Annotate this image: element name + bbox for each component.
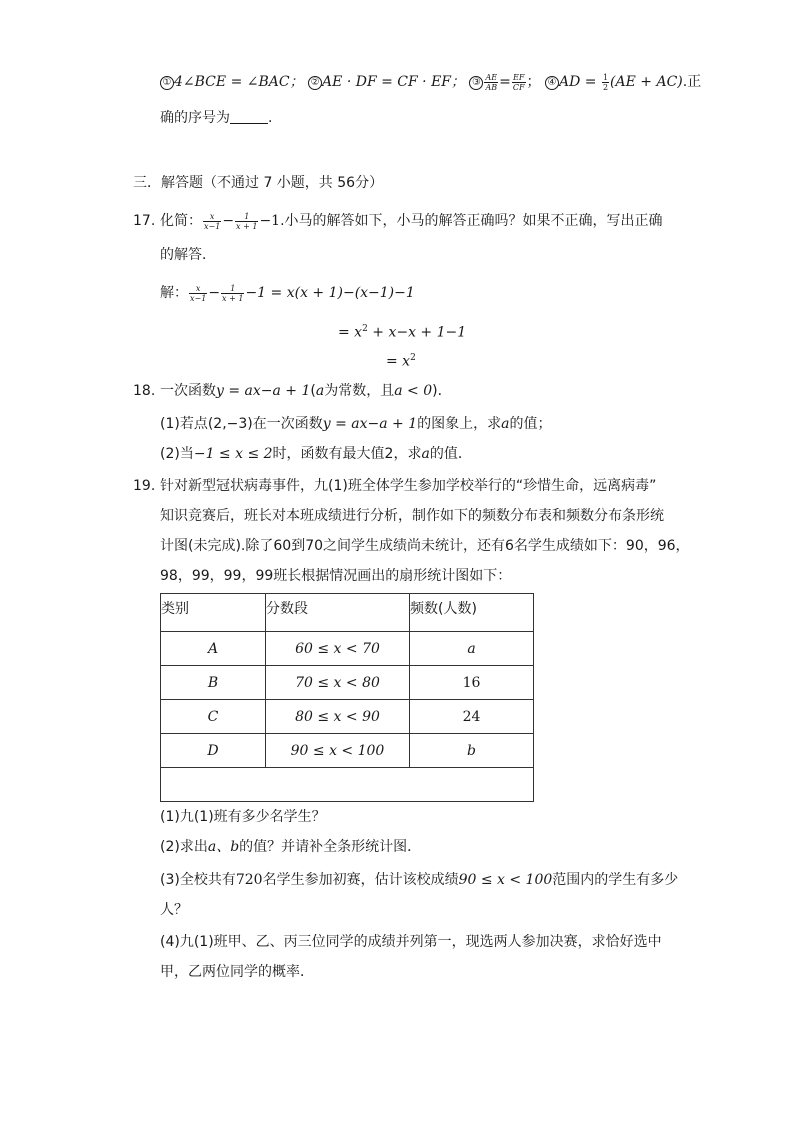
text: 的图象上，求 — [417, 416, 502, 432]
q19-line-2: 知识竞赛后，班长对本班成绩进行分析，制作如下的频数分布表和频数分布条形统 — [160, 508, 664, 524]
table-row — [161, 632, 534, 666]
answer-period: . — [268, 110, 273, 126]
table-cell: a — [410, 632, 534, 666]
q19-line-4: 98，99，99，99班长根据情况画出的扇形统计图如下： — [160, 568, 512, 584]
table-row — [161, 666, 534, 700]
text: 名学生参加初赛，估计该校成绩 — [262, 872, 459, 888]
header-frequency: 频数(人数) — [410, 594, 534, 632]
equation: y = ax−a + 1 — [322, 416, 418, 432]
table-row — [161, 734, 534, 768]
prev-options-line — [160, 72, 701, 92]
variable: a — [421, 446, 430, 462]
circled-number-3: ③ — [469, 76, 483, 90]
text: (2)当 — [160, 446, 194, 462]
text: 为常数，且 — [324, 383, 395, 399]
superscript: 2 — [410, 353, 416, 363]
option-4-text-c: .正 — [682, 74, 702, 90]
solution-label: 解： — [160, 285, 188, 301]
table-cell: D — [161, 734, 266, 768]
separator: ； — [526, 74, 541, 90]
text: 一次函数 — [160, 383, 216, 399]
frequency-table — [160, 593, 534, 802]
solution-fraction-2: $\frac{1}{x + 1}$ — [222, 283, 244, 303]
q18-part-2 — [160, 444, 472, 464]
q17-question-text: .小马的解答如下，小马的解答正确吗？如果不正确，写出正确 — [280, 213, 663, 229]
q19-sub-3-line-2: 人？ — [160, 902, 188, 918]
table-row — [161, 700, 534, 734]
table-cell: 60 ≤ x < 70 — [266, 632, 410, 666]
text: )． — [432, 383, 452, 399]
text: 范围内的学生有多少 — [552, 872, 679, 888]
fraction-ef-cf: $\frac{EF}{CF}$ — [512, 72, 525, 92]
option-4-text-a: AD = — [558, 74, 597, 90]
header-category: 类别 — [161, 594, 266, 632]
q19-sub-1: (1)九(1)班有多少名学生？ — [160, 809, 326, 825]
fraction-one-half: $\frac{1}{2}$ — [602, 72, 609, 92]
section-title: 三．解答题（不通过 7 小题，共 56分） — [133, 175, 384, 191]
header-score-range: 分数段 — [266, 594, 410, 632]
text: (1)若点(2,−3)在一次函数 — [160, 416, 323, 432]
minus-sign: − — [222, 213, 235, 229]
q17-solution-line-2 — [338, 319, 466, 343]
q17-solution-line-3 — [386, 348, 416, 372]
solution-expression-1: −1 = x(x + 1)−(x−1)−1 — [245, 285, 415, 301]
fraction-x-over-x-minus-1: $\frac{x}{x-1}$ — [204, 211, 221, 231]
condition: a < 0 — [394, 383, 433, 399]
table-cell: 16 — [410, 666, 534, 700]
fraction-1-over-x-plus-1: $\frac{1}{x + 1}$ — [236, 211, 258, 231]
equation: y = ax−a + 1 — [216, 383, 311, 399]
range: 90 ≤ x < 100 — [458, 872, 553, 888]
table-cell: 24 — [410, 700, 534, 734]
q17-prefix: 化简： — [160, 213, 202, 229]
answer-prompt: 确的序号为 — [160, 110, 230, 126]
equals-sign: = — [499, 74, 511, 90]
q18-part-1 — [160, 414, 552, 434]
minus-sign: − — [208, 285, 221, 301]
q18-number: 18. — [133, 383, 156, 399]
q19-sub-4: (4)九(1)班甲、乙、丙三位同学的成绩并列第一，现选两人参加决赛，求恰好选中 — [160, 934, 662, 950]
q17-solution-line-1 — [160, 283, 415, 303]
q19-sub-3 — [160, 870, 678, 890]
variable: a — [501, 416, 510, 432]
text: 的值； — [509, 416, 552, 432]
variable: a — [315, 383, 325, 399]
table-cell: 80 ≤ x < 90 — [266, 700, 410, 734]
table-cell: 90 ≤ x < 100 — [266, 734, 410, 768]
q17-line-2: 的解答． — [160, 247, 216, 263]
q18-line-1 — [160, 381, 452, 401]
table-empty-cell — [161, 768, 534, 802]
table-cell: b — [410, 734, 534, 768]
table-cell: C — [161, 700, 266, 734]
minus-one: −1 — [259, 213, 281, 229]
text: (2)求出 — [160, 839, 208, 855]
table-cell: A — [161, 632, 266, 666]
fraction-ae-ab: $\frac{AE}{AB}$ — [485, 72, 498, 92]
text: 的值？并请补全条形统计图． — [239, 839, 422, 855]
circled-number-2: ② — [308, 76, 322, 90]
circled-number-1: ① — [160, 76, 174, 90]
table-cell: B — [161, 666, 266, 700]
q19-line-1: 针对新型冠状病毒事件，九(1)班全体学生参加学校举行的“珍惜生命，远离病毒” — [160, 478, 657, 494]
table-header-row — [161, 594, 534, 632]
q19-sub-2 — [160, 837, 421, 857]
option-4-text-b: (AE + AC) — [610, 74, 683, 90]
variables: a、b — [207, 839, 240, 855]
text: 的值． — [429, 446, 472, 462]
option-2-text: AE · DF = CF · EF； — [322, 74, 466, 90]
q19-sub-4-line-2: 甲，乙两位同学的概率． — [160, 964, 314, 980]
prev-answer-line — [160, 108, 272, 128]
table-cell: 70 ≤ x < 80 — [266, 666, 410, 700]
solution-fraction-1: $\frac{x}{x-1}$ — [190, 283, 207, 303]
superscript: 2 — [362, 324, 368, 334]
number: 720 — [235, 872, 263, 888]
q19-line-3: 计图(未完成).除了60到70之间学生成绩尚未统计，还有6名学生成绩如下：90，96， — [160, 538, 690, 554]
expr-part: + x−x + 1−1 — [367, 324, 467, 341]
text: 时，函数有最大值2，求 — [272, 446, 422, 462]
option-1-text: 4∠BCE = ∠BAC； — [174, 74, 304, 90]
q17-line-1 — [160, 211, 663, 231]
range: −1 ≤ x ≤ 2 — [193, 446, 273, 462]
text: (3)全校共有 — [160, 872, 236, 888]
q17-number: 17. — [133, 213, 156, 229]
answer-blank — [230, 109, 268, 124]
expr-part: = x — [338, 324, 363, 341]
text: ( — [310, 383, 316, 399]
expr-part: = x — [386, 353, 411, 370]
table-empty-row — [161, 768, 534, 802]
q19-number: 19. — [133, 478, 156, 494]
circled-number-4: ④ — [545, 76, 559, 90]
